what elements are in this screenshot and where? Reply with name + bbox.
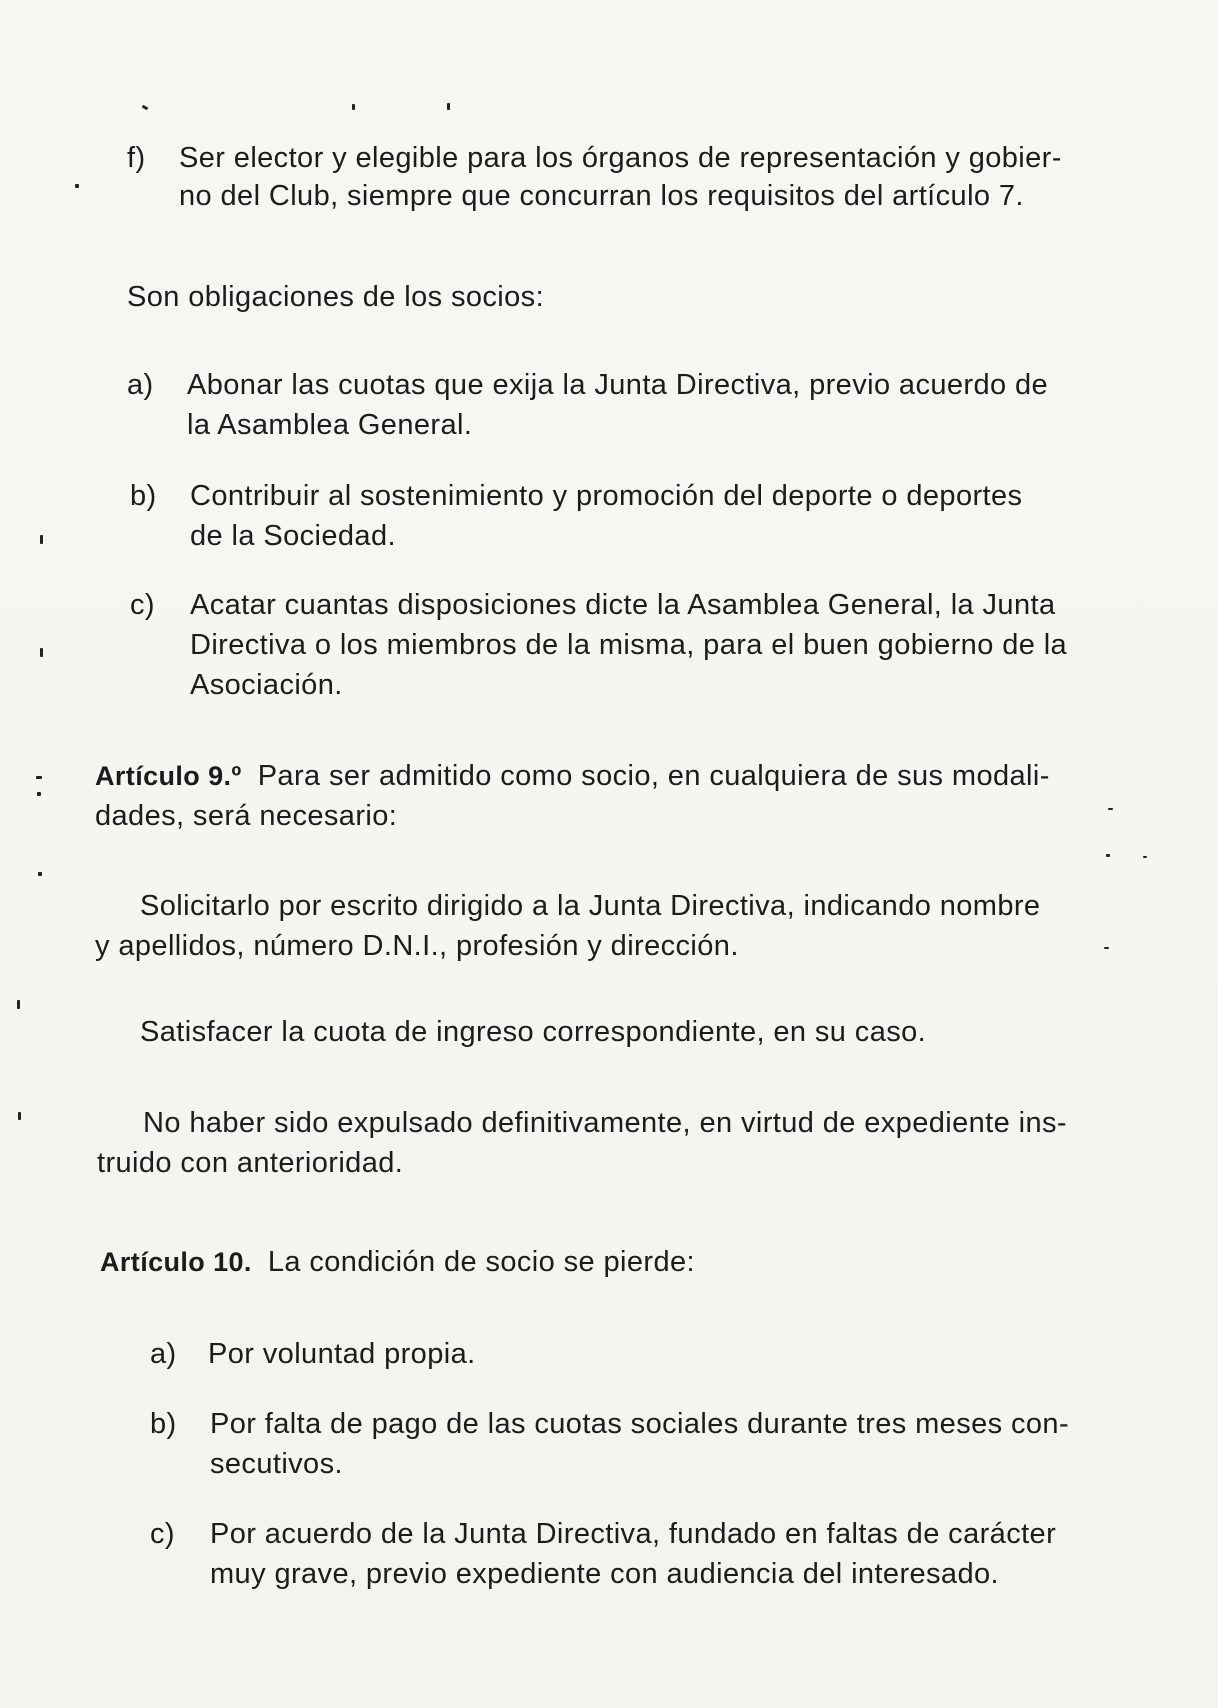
scan-speck xyxy=(38,872,42,876)
scan-speck xyxy=(1108,808,1113,810)
list-item-text-line: Asociación. xyxy=(190,669,343,701)
list-item-text-line: Acatar cuantas disposiciones dicte la Asamblea General, la Junta xyxy=(190,589,1056,621)
scan-speck xyxy=(1143,856,1147,858)
scan-speck xyxy=(40,535,43,544)
article-9-text: Para ser admitido como socio, en cualquiera de sus modali- xyxy=(257,760,1050,792)
scan-speck xyxy=(1106,854,1110,857)
list-marker: c) xyxy=(150,1518,175,1550)
article-10-text: La condición de socio se pierde: xyxy=(267,1246,695,1278)
article-10-heading: Artículo 10. xyxy=(100,1247,252,1277)
list-item-text-line: secutivos. xyxy=(210,1448,343,1480)
requirement-paragraph: Satisfacer la cuota de ingreso correspondiente, en su caso. xyxy=(140,1016,927,1048)
requirement-line: Solicitarlo por escrito dirigido a la Junta Directiva, indicando nombre xyxy=(140,890,1041,922)
scan-speck xyxy=(142,105,149,111)
scan-speck xyxy=(40,648,43,657)
list-item-text-line: Por falta de pago de las cuotas sociales durante tres meses con- xyxy=(210,1408,1070,1440)
list-item xyxy=(150,1404,1150,1486)
list-item xyxy=(150,1334,1150,1375)
scan-speck xyxy=(37,792,41,796)
article-9-heading: Artículo 9.º xyxy=(95,761,242,791)
article-10 xyxy=(100,1242,695,1283)
article-9-line xyxy=(95,756,1050,797)
scan-speck xyxy=(36,776,42,779)
scan-speck xyxy=(1104,947,1109,949)
list-marker: b) xyxy=(130,480,157,512)
list-item-text-line: Ser elector y elegible para los órganos de representación y gobier- xyxy=(179,142,1062,174)
list-marker: f) xyxy=(127,142,146,174)
requirement-line: y apellidos, número D.N.I., profesión y dirección. xyxy=(95,930,739,962)
list-item xyxy=(130,476,1130,558)
list-item-text-line: de la Sociedad. xyxy=(190,520,396,552)
list-item xyxy=(130,585,1130,708)
list-marker: b) xyxy=(150,1408,177,1440)
list-item-text-line: Directiva o los miembros de la misma, para el buen gobierno de la xyxy=(190,629,1068,661)
list-marker: a) xyxy=(150,1338,177,1370)
article-9-line: dades, será necesario: xyxy=(95,800,398,832)
scan-speck xyxy=(352,104,355,110)
scan-speck xyxy=(17,1000,20,1009)
list-item-text-line: Abonar las cuotas que exija la Junta Directiva, previo acuerdo de xyxy=(187,369,1049,401)
list-item-text-line: Por voluntad propia. xyxy=(208,1338,476,1370)
list-item xyxy=(127,365,1127,447)
requirement-line: truido con anterioridad. xyxy=(97,1147,404,1179)
list-item-text-line: no del Club, siempre que concurran los requisitos del artículo 7. xyxy=(179,180,1024,212)
list-item-text-line: la Asamblea General. xyxy=(187,409,473,441)
list-item-f xyxy=(127,138,1127,220)
obligations-intro: Son obligaciones de los socios: xyxy=(127,281,545,313)
list-marker: a) xyxy=(127,369,154,401)
list-item-text-line: Contribuir al sostenimiento y promoción del deporte o deportes xyxy=(190,480,1023,512)
requirement-line: No haber sido expulsado definitivamente, en virtud de expediente ins- xyxy=(143,1107,1067,1139)
scan-speck xyxy=(75,184,79,188)
list-item xyxy=(150,1514,1150,1596)
list-marker: c) xyxy=(130,589,155,621)
list-item-text-line: Por acuerdo de la Junta Directiva, fundado en faltas de carácter xyxy=(210,1518,1057,1550)
scan-speck xyxy=(18,1112,21,1120)
list-item-text-line: muy grave, previo expediente con audiencia del interesado. xyxy=(210,1558,999,1590)
scan-speck xyxy=(447,103,450,110)
